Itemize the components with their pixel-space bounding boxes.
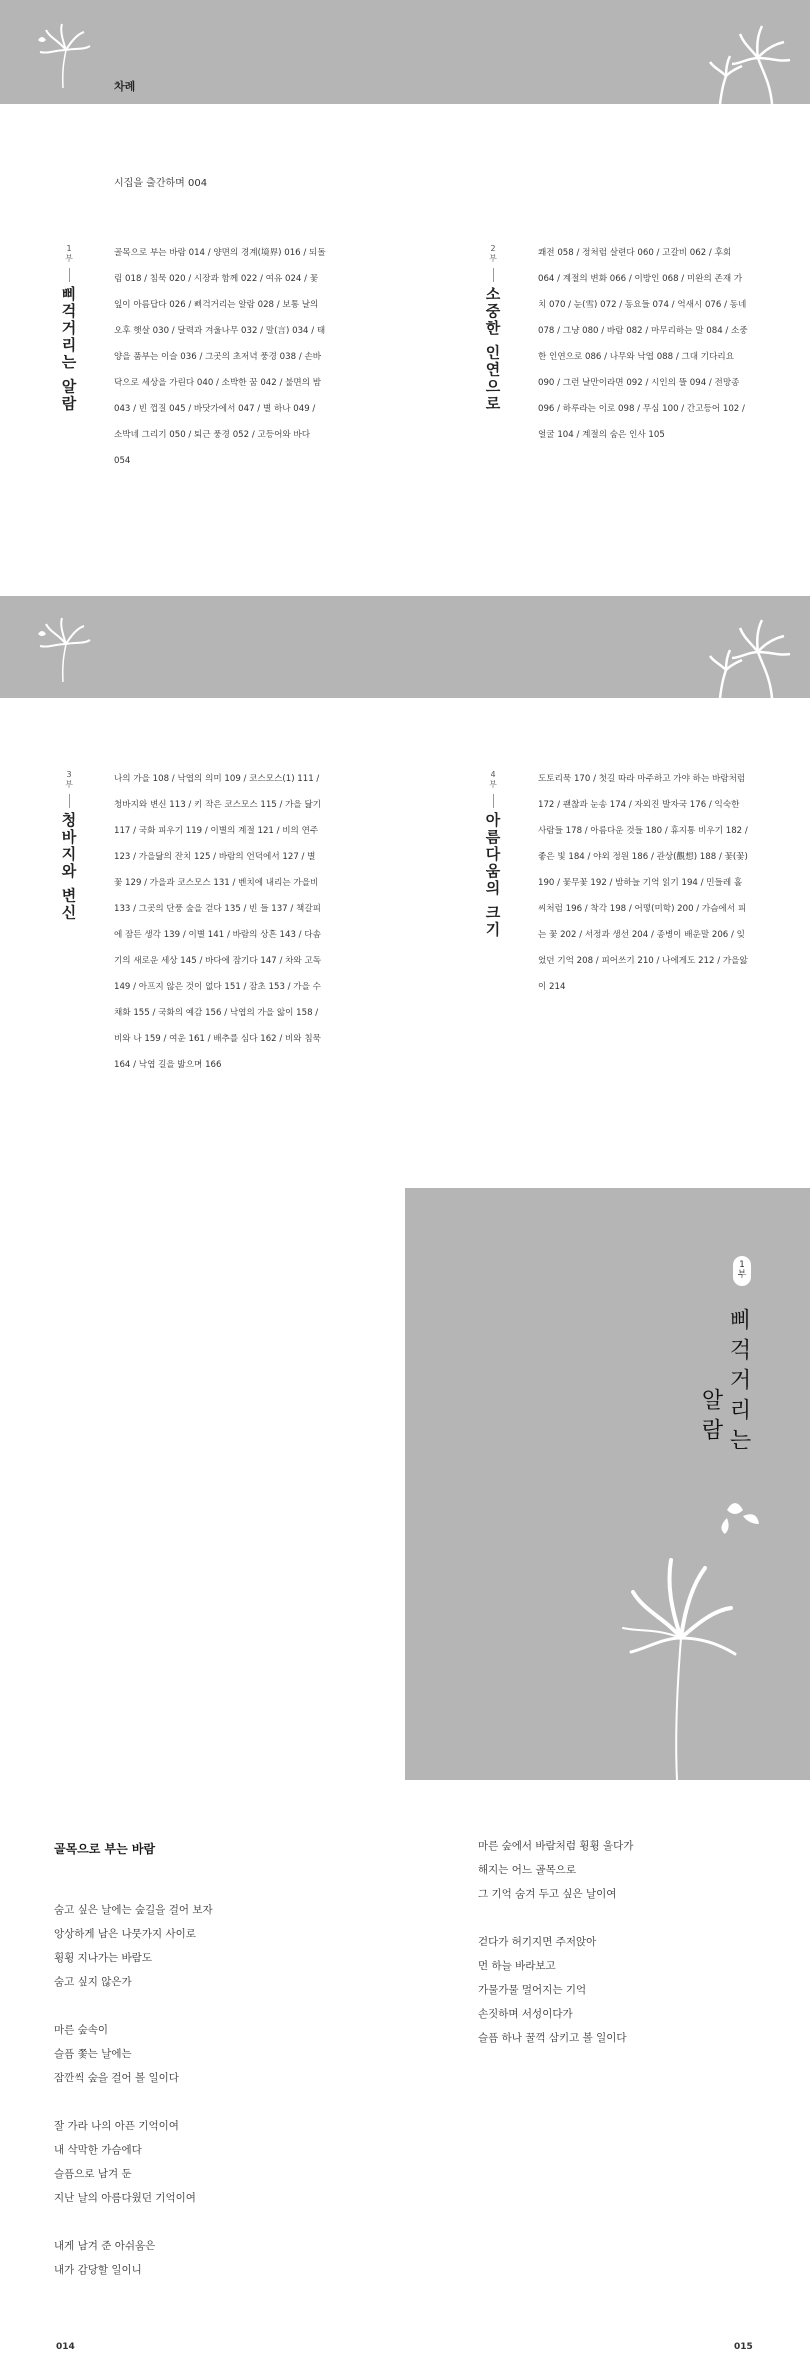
toc-entry: 빈 껍질 045: [138, 404, 186, 414]
toc-separator: /: [721, 300, 730, 310]
toc-separator: /: [274, 300, 283, 310]
toc-entry: 말(言) 034: [265, 326, 309, 336]
toc-entry: 좋은 빛 184: [538, 852, 585, 862]
toc-separator: /: [229, 878, 239, 888]
toc-separator: /: [130, 852, 139, 862]
toc-entry: 골목으로 부는 바람 014: [114, 248, 206, 258]
poem-line: 먼 하늘 바라보고: [478, 1960, 556, 1972]
poem-line: 가물가물 멀어지는 기억: [478, 1984, 587, 1996]
toc-entry: 시인의 뜰 094: [651, 378, 707, 388]
toc-entry: 동네 078: [538, 300, 747, 336]
toc-separator: /: [185, 404, 194, 414]
toc-separator: /: [224, 930, 233, 940]
toc-separator: /: [582, 826, 591, 836]
toc-entry: 비의 연주 123: [114, 826, 319, 862]
toc-separator: /: [626, 274, 635, 284]
flower-illustration-icon: [28, 614, 98, 684]
toc-separator: /: [205, 248, 214, 258]
toc-separator: /: [273, 826, 283, 836]
toc-entry: 책갈피에 잠든 생각 139: [114, 904, 321, 940]
toc-entry: 얼굴 104: [538, 430, 574, 440]
toc-separator: /: [296, 352, 305, 362]
toc-separator: /: [606, 878, 616, 888]
toc-separator: /: [254, 404, 263, 414]
toc-entry: 꽃잎이 아름답다 026: [114, 274, 319, 310]
flower-illustration-icon: [700, 616, 800, 698]
toc-separator: /: [141, 878, 150, 888]
toc-entry: 자외진 발자국 176: [634, 800, 707, 810]
toc-separator: /: [130, 404, 139, 414]
section-title-line-2: 알람: [698, 1388, 723, 1448]
toc-separator: /: [573, 430, 583, 440]
toc-separator: /: [554, 878, 563, 888]
part-number: 2 부: [489, 244, 497, 263]
toc-entry: 바다에 잠기다 147: [205, 956, 277, 966]
toc-entry: 배추를 심다 162: [213, 1034, 277, 1044]
toc-entry: 불면의 밤 043: [114, 378, 322, 414]
toc-entry: 쾌전 058: [538, 248, 574, 258]
toc-entry: 보통 날의 오후 햇살 030: [114, 300, 319, 336]
toc-entry: 그곳의 단풍 숲을 걷다 135: [138, 904, 241, 914]
poem-stanza: [54, 2018, 374, 2090]
toc-separator: /: [257, 326, 266, 336]
toc-entry: 그대 기다리요 090: [538, 352, 735, 388]
toc-entry: 전망종 096: [538, 378, 740, 414]
poem-stanza: [54, 2114, 374, 2210]
toc-entry: 국화 피우기 119: [138, 826, 203, 836]
toc-separator: /: [662, 826, 671, 836]
toc-separator: /: [598, 326, 607, 336]
toc-entry: 피어쓰기 210: [601, 956, 654, 966]
toc-entry: 나에게도 212: [662, 956, 715, 966]
toc-entry: 미완의 존재 가치 070: [538, 274, 743, 310]
poem-title: 골목으로 부는 바람: [54, 1842, 156, 1856]
toc-separator: /: [221, 1008, 230, 1018]
toc-separator: /: [554, 326, 563, 336]
toc-entry: 국화의 예감 156: [158, 1008, 222, 1018]
toc-separator: /: [714, 956, 723, 966]
toc-entry: 여유 024: [265, 274, 302, 284]
poem-stanza: [478, 1930, 778, 2050]
part-title: 청바지와 변신: [59, 812, 78, 922]
toc-separator: /: [276, 378, 286, 388]
toc-entry: 아프지 않은 것이 없다 151: [138, 982, 241, 992]
toc-separator: /: [313, 774, 320, 784]
header-title: 차례: [114, 80, 136, 93]
divider-band: [0, 596, 810, 698]
toc-separator: /: [301, 274, 310, 284]
toc-separator: /: [601, 352, 610, 362]
toc-entry: 키 작은 코스모스 115: [194, 800, 277, 810]
toc-separator: /: [308, 326, 317, 336]
toc-entry: 그곳의 초저녁 풍경 038: [205, 352, 297, 362]
poem-line: 잘 가라 나의 아픈 기억이여: [54, 2120, 179, 2132]
toc-entry: 그냥 080: [562, 326, 599, 336]
poem-line: 슬픔 하나 꿀꺽 삼키고 볼 일이다: [478, 2032, 627, 2044]
toc-entry: 별 하나 049: [262, 404, 310, 414]
intro-line: 시집을 출간하며 004: [114, 178, 208, 189]
toc-entry: 정처럼 살련다 060: [582, 248, 654, 258]
toc-entry: 휴지통 비우기 182: [670, 826, 743, 836]
toc-entry: 계절의 숨은 인사 105: [582, 430, 665, 440]
toc-entry: 가을 닮기 117: [114, 800, 322, 836]
poem-line: 내 삭막한 가슴에다: [54, 2144, 142, 2156]
toc-separator: /: [276, 956, 286, 966]
part-1-toc: [114, 240, 326, 474]
toc-separator: /: [554, 404, 563, 414]
part-4-toc: [538, 766, 750, 1000]
toc-separator: /: [213, 378, 222, 388]
toc-entry: 가을과 코스모스 131: [149, 878, 230, 888]
toc-entry: 이별 141: [188, 930, 225, 940]
toc-entry: 무심 100: [642, 404, 679, 414]
toc-separator: /: [673, 352, 682, 362]
toc-separator: /: [295, 930, 305, 940]
page-number-left: 014: [56, 2342, 75, 2352]
toc-separator: /: [573, 248, 583, 258]
toc-separator: /: [300, 248, 310, 258]
toc-separator: /: [298, 852, 308, 862]
toc-separator: /: [196, 352, 206, 362]
part-4-label: [478, 770, 508, 938]
toc-entry: 밤하늘 기억 읽기 194: [615, 878, 698, 888]
toc-entry: 계절의 변화 066: [562, 274, 627, 284]
toc-entry: 소중한 인연으로 086: [538, 326, 748, 362]
toc-entry: 종병이 배운말 206: [656, 930, 729, 940]
toc-entry: 침묵 020: [149, 274, 186, 284]
toc-separator: /: [706, 248, 715, 258]
toc-entry: 민들레 홀씨처럼 196: [538, 878, 743, 914]
toc-entry: 아름다운 것들 180: [590, 826, 663, 836]
toc-entry: 억새시 076: [677, 300, 722, 310]
part-number: 3 부: [65, 770, 73, 789]
toc-separator: /: [276, 800, 286, 810]
toc-entry: 태양을 품부는 이슬 036: [114, 326, 326, 362]
toc-separator: /: [169, 326, 178, 336]
toc-separator: /: [202, 826, 211, 836]
toc-separator: /: [185, 300, 195, 310]
toc-separator: /: [196, 956, 206, 966]
part-title: 아름다움의 크기: [483, 812, 502, 939]
toc-separator: /: [642, 378, 652, 388]
part-title: 삐걱거리는 알람: [59, 286, 78, 413]
toc-separator: /: [169, 774, 178, 784]
toc-entry: 시장과 함께 022: [193, 274, 258, 284]
toc-separator: /: [287, 904, 297, 914]
toc-separator: /: [648, 852, 657, 862]
poem-line: 해지는 어느 골목으로: [478, 1864, 576, 1876]
toc-separator: /: [634, 404, 643, 414]
toc-separator: /: [590, 774, 599, 784]
toc-entry: 관상(觀想) 188: [656, 852, 717, 862]
toc-entry: 비와 침묵 164: [114, 1034, 321, 1070]
part-divider: [493, 268, 494, 282]
toc-entry: 가을닮의 잔치 125: [138, 852, 211, 862]
toc-separator: /: [678, 404, 687, 414]
toc-separator: /: [130, 904, 139, 914]
toc-entry: 다솜기의 새로운 세상 145: [114, 930, 321, 966]
toc-separator: /: [739, 404, 745, 414]
poem-line: 휭휭 지나가는 바람도: [54, 1952, 152, 1964]
toc-entry: 잊었던 기억 208: [538, 930, 745, 966]
toc-separator: /: [554, 378, 563, 388]
toc-entry: 낙엽의 가을 앓이 158: [229, 1008, 313, 1018]
poem-stanza: [54, 1898, 374, 1994]
toc-entry: 어떻(미학) 200: [634, 904, 694, 914]
toc-entry: 양면의 경계(境界) 016: [213, 248, 301, 258]
toc-entry: 동요들 074: [624, 300, 669, 310]
poem-line: 앙상하게 남은 나뭇가지 사이로: [54, 1928, 196, 1940]
toc-separator: /: [576, 930, 585, 940]
toc-entry: 가을앓이 214: [538, 956, 748, 992]
toc-entry: 나무와 낙엽 088: [609, 352, 674, 362]
toc-separator: /: [276, 1034, 285, 1044]
toc-entry: 그런 날만이라면 092: [562, 378, 643, 388]
toc-separator: /: [257, 274, 266, 284]
toc-separator: /: [593, 956, 602, 966]
toc-separator: /: [180, 930, 189, 940]
toc-entry: 꽃(꽃) 190: [538, 852, 748, 888]
toc-entry: 코스모스(1) 111: [249, 774, 314, 784]
toc-separator: /: [697, 878, 707, 888]
toc-entry: 가슴에서 피는 꽃 202: [538, 904, 747, 940]
toc-separator: /: [722, 326, 732, 336]
poem-line: 슬픔으로 남겨 둔: [54, 2168, 132, 2180]
poem-stanza: [478, 1834, 778, 1906]
toc-separator: /: [249, 430, 258, 440]
toc-separator: /: [653, 248, 663, 258]
poem-line: 마른 숲속이: [54, 2024, 109, 2036]
poem-left-column: [54, 1898, 374, 2306]
poem-line: 그 기억 숨겨 두고 싶은 날이여: [478, 1888, 617, 1900]
toc-entry: 별 꽃 129: [114, 852, 316, 888]
toc-separator: /: [648, 930, 657, 940]
toc-entry: 간고등어 102: [686, 404, 740, 414]
toc-separator: /: [312, 1008, 319, 1018]
toc-entry: 이방인 068: [634, 274, 679, 284]
part-divider: [69, 268, 70, 282]
part-3-label: [54, 770, 84, 921]
toc-separator: /: [210, 852, 219, 862]
toc-separator: /: [130, 826, 139, 836]
poem-stanza: [54, 2234, 374, 2282]
toc-separator: /: [185, 800, 195, 810]
part-number: 4 부: [489, 770, 497, 789]
poem-line: 걷다가 허기지면 주저앉아: [478, 1936, 597, 1948]
toc-separator: /: [728, 930, 737, 940]
poem-line: 마른 숲에서 바람처럼 휭휭 울다가: [478, 1840, 634, 1852]
toc-entry: 낙엽 길을 밟으며 166: [138, 1060, 222, 1070]
toc-entry: 서정과 생선 204: [584, 930, 649, 940]
toc-separator: /: [240, 904, 250, 914]
toc-separator: /: [130, 982, 139, 992]
toc-entry: 익숙한 사람들 178: [538, 800, 740, 836]
toc-separator: /: [309, 404, 316, 414]
toc-entry: 잠초 153: [249, 982, 285, 992]
toc-entry: 고갈비 062: [662, 248, 707, 258]
toc-entry: 괜찮과 눈송 174: [562, 800, 627, 810]
toc-separator: /: [160, 1034, 170, 1044]
toc-separator: /: [706, 378, 715, 388]
toc-entry: 하루라는 이로 098: [562, 404, 635, 414]
header-band: [0, 0, 810, 104]
toc-entry: 도토리묵 170: [538, 774, 591, 784]
toc-entry: 벤치에 내리는 가을비 133: [114, 878, 319, 914]
toc-entry: 착각 198: [590, 904, 627, 914]
toc-entry: 되돌림 018: [114, 248, 326, 284]
toc-separator: /: [284, 982, 294, 992]
toc-separator: /: [185, 430, 195, 440]
toc-entry: 빈 들 137: [249, 904, 288, 914]
toc-separator: /: [616, 300, 625, 310]
toc-entry: 소박한 꿈 042: [221, 378, 277, 388]
toc-separator: /: [582, 904, 591, 914]
flower-illustration-icon: [615, 1488, 785, 1780]
poem-line: 손짓하며 서성이다가: [478, 2008, 573, 2020]
toc-separator: /: [554, 274, 563, 284]
toc-entry: 삐걱거리는 알람 028: [194, 300, 275, 310]
poem-line: 숨고 싶지 않은가: [54, 1976, 132, 1988]
toc-entry: 꽃무꽃 192: [562, 878, 607, 888]
toc-separator: /: [678, 274, 687, 284]
poem-line: 슬픔 쫓는 날에는: [54, 2048, 132, 2060]
part-2-label: [478, 244, 508, 412]
page-number-right: 015: [734, 2342, 753, 2352]
poem-line: 지난 날의 아름다웠던 기억이여: [54, 2192, 196, 2204]
toc-separator: /: [693, 904, 702, 914]
toc-entry: 첫길 따라 마주하고 가야 하는 바람처럼 172: [538, 774, 746, 810]
toc-separator: /: [565, 300, 574, 310]
toc-entry: 바람 082: [606, 326, 643, 336]
poem-line: 내가 감당할 일이니: [54, 2264, 142, 2276]
part-divider: [493, 794, 494, 808]
part-2-toc: [538, 240, 750, 448]
toc-entry: 후회 064: [538, 248, 732, 284]
part-title: 소중한 인연으로: [483, 286, 502, 413]
toc-entry: 여운 161: [169, 1034, 205, 1044]
section-title-line-1: 삐걱거리는: [726, 1308, 751, 1458]
toc-entry: 마무리하는 말 084: [650, 326, 723, 336]
part-3-toc: [114, 766, 326, 1078]
toc-separator: /: [130, 1060, 139, 1070]
toc-entry: 소박네 그리기 050: [114, 430, 186, 440]
toc-entry: 손바닥으로 세상을 가린다 040: [114, 352, 322, 388]
toc-separator: /: [554, 800, 563, 810]
toc-entry: 차와 고독 149: [114, 956, 322, 992]
flower-illustration-icon: [700, 22, 800, 104]
toc-entry: 이별의 계절 121: [210, 826, 274, 836]
toc-entry: 비와 나 159: [114, 1034, 161, 1044]
toc-separator: /: [642, 326, 651, 336]
toc-separator: /: [204, 1034, 214, 1044]
part-number: 1 부: [65, 244, 73, 263]
poem-line: 숨고 싶은 날에는 숲길을 걸어 보자: [54, 1904, 213, 1916]
toc-entry: 가을 수채화 155: [114, 982, 321, 1018]
poem-right-column: [478, 1834, 778, 2074]
toc-entry: 고등어와 바다 054: [114, 430, 311, 466]
toc-entry: 퇴근 풍경 052: [194, 430, 250, 440]
toc-separator: /: [626, 904, 635, 914]
toc-separator: /: [240, 774, 250, 784]
toc-entry: 바람의 상흔 143: [232, 930, 296, 940]
toc-separator: /: [584, 852, 594, 862]
toc-separator: /: [716, 852, 725, 862]
toc-separator: /: [185, 274, 194, 284]
poem-line: 내게 남겨 준 아쉬움은: [54, 2240, 156, 2252]
toc-entry: 야외 정원 186: [593, 852, 649, 862]
toc-entry: 바람의 언덕에서 127: [218, 852, 299, 862]
section-number-badge: 1 부: [733, 1256, 751, 1286]
part-divider: [69, 794, 70, 808]
toc-entry: 낙엽의 의미 109: [177, 774, 241, 784]
toc-separator: /: [149, 1008, 159, 1018]
toc-separator: /: [626, 800, 635, 810]
toc-entry: 나의 가을 108: [114, 774, 170, 784]
toc-entry: 눈(雪) 072: [573, 300, 617, 310]
poem-line: 잠깐씩 숲을 걸어 볼 일이다: [54, 2072, 179, 2084]
toc-entry: 달력과 겨울나무 032: [177, 326, 258, 336]
part-1-label: [54, 244, 84, 412]
toc-entry: 청바지와 변신 113: [114, 800, 186, 810]
flower-illustration-icon: [28, 20, 98, 90]
toc-separator: /: [706, 800, 715, 810]
toc-separator: /: [653, 956, 663, 966]
toc-separator: /: [742, 826, 748, 836]
toc-separator: /: [240, 982, 250, 992]
toc-separator: /: [668, 300, 678, 310]
section-opener-panel: [405, 1188, 810, 1780]
toc-separator: /: [141, 274, 150, 284]
toc-entry: 바닷가에서 047: [193, 404, 255, 414]
